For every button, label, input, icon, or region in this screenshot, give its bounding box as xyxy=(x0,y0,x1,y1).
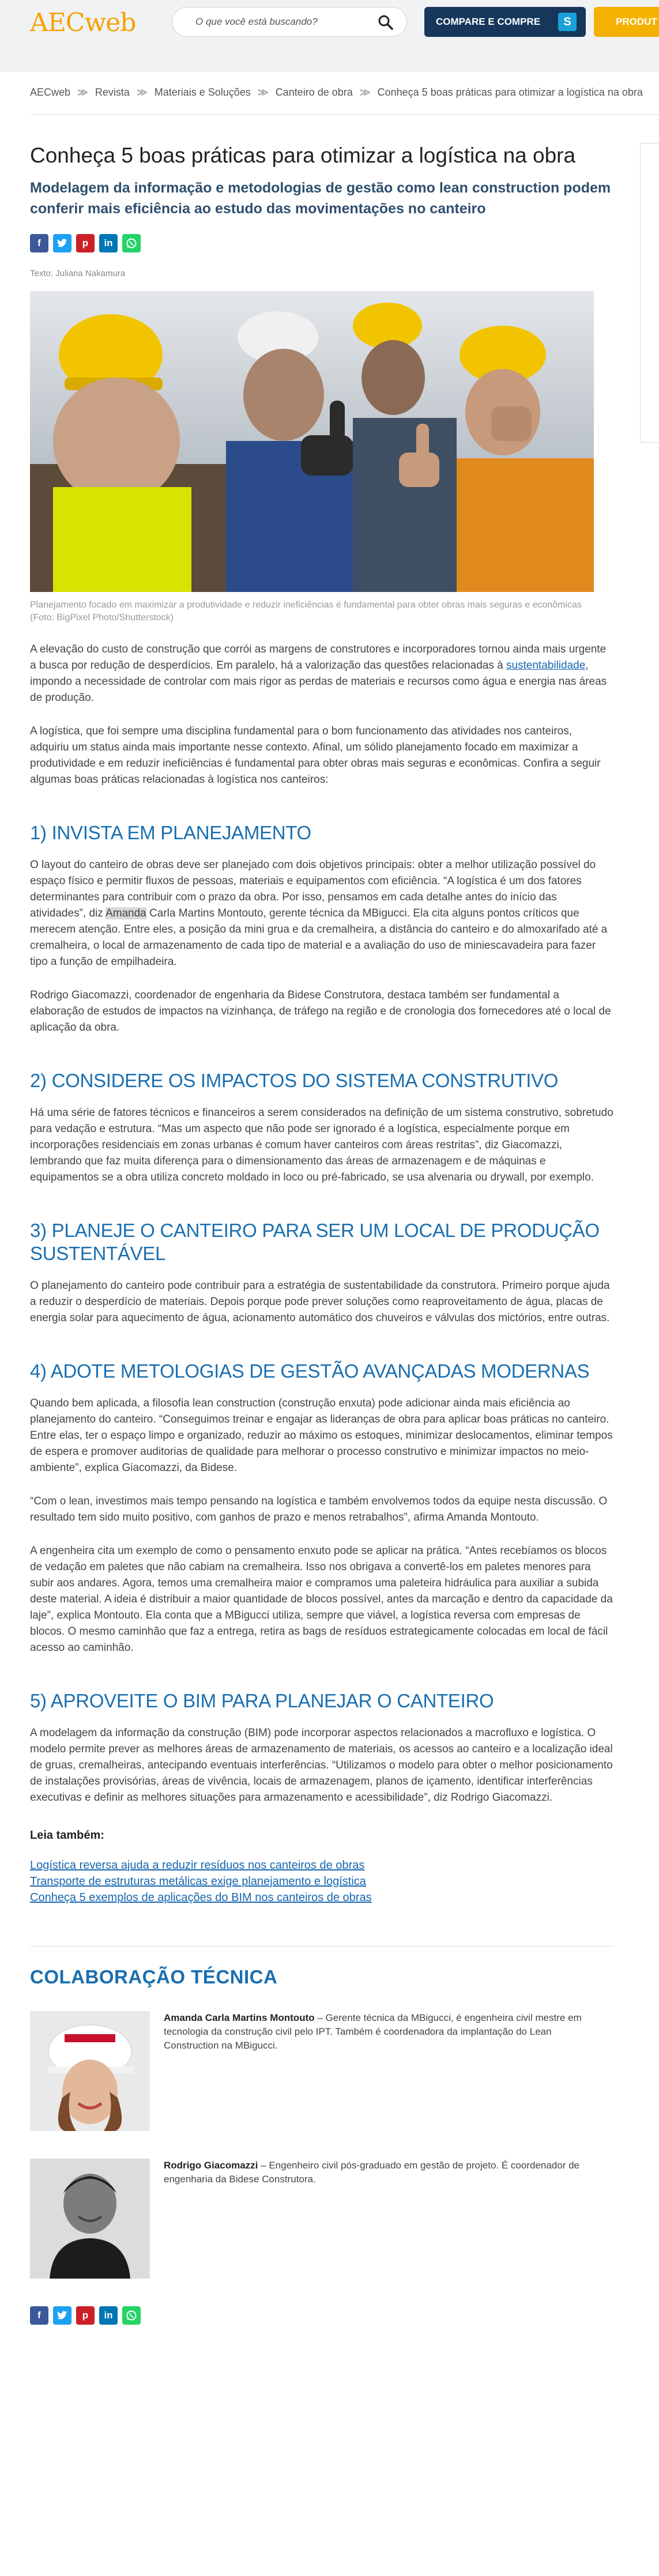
section-2-paragraph-1: Há uma série de fatores técnicos e financeiros a serem considerados na definição de um sistema construtivo, sobretudo para vedação e estrutura. “Mas um aspecto que não pode ser ignorado é a logística, especialmente porque em incorporações residenciais em zonas urbanas é comum haver canteiros com áreas restritas”, diz Giacomazzi, lembrando que faz muita diferença para o dimensionamento das áreas de armazenagem e de máquinas e equipamentos se a obra utiliza concreto moldado in loco ou pré-fabricado, se usa alvenaria ou drywall, por exemplo. xyxy=(30,1107,613,1183)
breadcrumb-item-aecweb[interactable]: AECweb xyxy=(30,86,71,98)
breadcrumb-item-revista[interactable]: Revista xyxy=(95,86,130,98)
breadcrumb-separator-icon: ≫ xyxy=(359,86,371,98)
collaborator-name: Rodrigo Giacomazzi xyxy=(164,2160,258,2171)
logo-web-text: web xyxy=(84,8,136,37)
collaborator-bio xyxy=(164,2159,608,2186)
facebook-icon[interactable]: f xyxy=(30,2306,48,2325)
site-header xyxy=(0,0,659,71)
section-4-paragraph-2: “Com o lean, investimos mais tempo pensando na logística e também envolvemos todos da equipe nesta discussão. O resultado tem sido muito positivo, com ganhos de prazo e menos retrabalhos”, afirma Amanda Montouto. xyxy=(30,1495,608,1523)
collaborator-bio xyxy=(164,2011,608,2053)
section-5-paragraph-1: A modelagem da informação da construção (BIM) pode incorporar aspectos relacionados a macrofluxo e logística. O modelo permite prever as melhores áreas de armazenamento de materiais, os acessos ao canteiro e a localização ideal de gruas, cremalheiras, antecipando eventuais interferências. “Utilizamos o modelo para obter o melhor posicionamento de instalações provisórias, áreas de vivência, locais de armazenagem, planos de içamento, identificar interferências executivas e definir as melhores situações para armazenamento e acessibilidade”, diz Rodrigo Giacomazzi. xyxy=(30,1727,613,1804)
search-box xyxy=(172,7,407,37)
whatsapp-icon[interactable] xyxy=(122,234,141,252)
products-button[interactable] xyxy=(594,7,659,37)
share-bar xyxy=(30,234,613,252)
breadcrumb-divider xyxy=(30,114,659,115)
pinterest-icon[interactable]: p xyxy=(76,2306,95,2325)
compare-label: COMPARE E COMPRE xyxy=(436,16,541,27)
linkedin-icon[interactable]: in xyxy=(99,2306,118,2325)
twitter-icon[interactable] xyxy=(53,234,71,252)
section-3-title: 3) PLANEJE O CANTEIRO PARA SER UM LOCAL DE PRODUÇÃO SUSTENTÁVEL xyxy=(30,1220,600,1264)
breadcrumb-separator-icon: ≫ xyxy=(77,86,88,98)
sidebar-panel xyxy=(640,143,659,443)
article-title: Conheça 5 boas práticas para otimizar a logística na obra xyxy=(30,144,576,167)
share-bar-bottom xyxy=(30,2306,613,2325)
related-link[interactable]: Logística reversa ajuda a reduzir resíduos nos canteiros de obras xyxy=(30,1859,365,1872)
section-1-paragraph-2: Rodrigo Giacomazzi, coordenador de engenharia da Bidese Construtora, destaca também ser fundamental a elaboração de estudos de impactos na vizinhança, de tráfego na região e de cronologia dos fornecedores até o local de aplicação da obra. xyxy=(30,989,611,1034)
section-4-title: 4) ADOTE METOLOGIAS DE GESTÃO AVANÇADAS MODERNAS xyxy=(30,1360,590,1382)
section-2-title: 2) CONSIDERE OS IMPACTOS DO SISTEMA CONSTRUTIVO xyxy=(30,1070,559,1091)
s1-p1-text-a: O layout do canteiro de obras deve ser planejado com dois objetivos principais: obter a melhor utilização possível do espaço físico e permitir fluxos de pessoas, materiais e equipamentos com eficiência. “A logística é um dos fatores determinantes para contribuir com o prazo da obra. Por isso, pensamos em cada detalhe antes do início das atividades”, diz xyxy=(30,859,596,919)
collaboration-title: COLABORAÇÃO TÉCNICA xyxy=(30,1946,613,1988)
workers-photo-illustration xyxy=(30,291,594,592)
breadcrumb xyxy=(30,86,659,104)
facebook-icon[interactable]: f xyxy=(30,234,48,252)
related-link[interactable]: Conheça 5 exemplos de aplicações do BIM nos canteiros de obras xyxy=(30,1891,372,1904)
intro-paragraph-1 xyxy=(30,642,613,706)
whatsapp-icon[interactable] xyxy=(122,2306,141,2325)
related-links xyxy=(30,1857,613,1906)
related-link[interactable]: Transporte de estruturas metálicas exige planejamento e logística xyxy=(30,1875,366,1888)
collaborator-description: – Engenheiro civil pós-graduado em gestão de projeto. É coordenador de engenharia da Bidese Construtora. xyxy=(164,2160,580,2185)
pinterest-icon[interactable]: p xyxy=(76,234,95,252)
compare-and-buy-button[interactable] xyxy=(424,7,586,37)
avatar-amanda xyxy=(30,2011,150,2131)
search-input[interactable] xyxy=(195,15,368,29)
compare-badge: S xyxy=(558,13,577,31)
collaborator-name: Amanda Carla Martins Montouto xyxy=(164,2012,315,2023)
section-4-paragraph-3: A engenheira cita um exemplo de como o pensamento enxuto pode se aplicar na prática. “Antes recebíamos os blocos de vedação em paletes que não cabiam na cremalheira. Isso nos obrigava a convertê-los em paletes menores para subir aos andares. Agora, temos uma cremalheira maior e compramos uma paleteira hidráulica para auxiliar a subida deste material. A ideia é distribuir a maior quantidade de blocos possível, antes da marcação e dentro da capacidade da laje”, explica Montouto. Ela conta que a MBigucci utiliza, sempre que viável, a logística reversa com empresas de blocos. O mesmo caminhão que faz a entrega, retira as bags de resíduos estrategicamente colocadas em local de fácil acesso ao caminhão. xyxy=(30,1545,613,1654)
breadcrumb-separator-icon: ≫ xyxy=(136,86,148,98)
breadcrumb-item-current: Conheça 5 boas práticas para otimizar a logística na obra xyxy=(377,86,643,98)
products-label: PRODUT xyxy=(616,16,657,27)
twitter-icon[interactable] xyxy=(53,2306,71,2325)
s1-p1-text-b: Carla Martins Montouto, gerente técnica da MBigucci. Ela cita alguns pontos críticos que merecem atenção. Entre eles, a posição da mini grua e da cremalheira, a distância do canteiro e do almoxarifado até a cremalheira, o local de armazenamento de cada tipo de material e a avaliação do uso de miniescavadeira para fazer tipo a função de empilhadeira. xyxy=(30,907,608,968)
collaborator-rodrigo xyxy=(30,2159,613,2283)
section-1-paragraph-1 xyxy=(30,857,613,970)
section-3-paragraph-1: O planejamento do canteiro pode contribuir para a estratégia de sustentabilidade da construtora. Primeiro porque ajuda a reduzir o desperdício de materiais. Depois porque pode prever soluções como reaproveitamento de água, placas de energia solar para aquecimento de água, acionamento automático dos chuveiros e válvulas dos mictórios, entre outras. xyxy=(30,1280,610,1324)
highlighted-word: Amanda xyxy=(105,907,146,919)
intro-1-text-a: A elevação do custo de construção que corrói as margens de construtores e incorporadores tornou ainda mais urgente a busca por redução de desperdícios. Em paralelo, há a valorização das questões relacionadas à xyxy=(30,643,607,672)
linkedin-icon[interactable]: in xyxy=(99,234,118,252)
section-1-title: 1) INVISTA EM PLANEJAMENTO xyxy=(30,822,311,843)
hero-caption: Planejamento focado em maximizar a produtividade e reduzir ineficiências é fundamental para obter obras mais seguras e econômicas (Foto: BigPixel Photo/Shutterstock) xyxy=(30,600,582,623)
breadcrumb-item-canteiro[interactable]: Canteiro de obra xyxy=(275,86,353,98)
aecweb-logo[interactable] xyxy=(30,8,135,37)
section-5-title: 5) APROVEITE O BIM PARA PLANEJAR O CANTEIRO xyxy=(30,1690,494,1711)
search-icon[interactable] xyxy=(378,14,394,31)
intro-paragraph-2: A logística, que foi sempre uma disciplina fundamental para o bom funcionamento das atividades nos canteiros, adquiriu um status ainda mais importante nesse contexto. Afinal, um sólido planejamento focado em maximizar a produtividade e em reduzir ineficiências é fundamental para obter obras mais seguras e econômicas. Confira a seguir algumas boas práticas relacionadas à logística nos canteiros: xyxy=(30,725,601,786)
read-also-heading: Leia também: xyxy=(30,1829,104,1842)
intro-1-text-b: , impondo a necessidade de controlar com mais rigor as perdas de materiais e recursos como água e energia nas áreas de produção. xyxy=(30,659,607,704)
section-4-paragraph-1: Quando bem aplicada, a filosofia lean construction (construção enxuta) pode adicionar ainda mais eficiência ao planejamento do canteiro. “Conseguimos treinar e engajar as lideranças de obra para aplicar boas práticas no canteiro. Entre elas, ter o espaço limpo e organizado, reduzir ao máximo os estoques, minimizar deslocamentos, eliminar tempos de espera e promover auditorias de qualidade para melhorar o processo construtivo e minimizar impactos no meio-ambiente”, explica Giacomazzi, da Bidese. xyxy=(30,1397,613,1474)
article-subtitle: Modelagem da informação e metodologias de gestão como lean construction podem conferir mais eficiência ao estudo das movimentações no canteiro xyxy=(30,180,611,217)
avatar-rodrigo xyxy=(30,2159,150,2279)
logo-aec-text: AEC xyxy=(30,8,85,37)
article xyxy=(30,134,613,2325)
collaborator-amanda xyxy=(30,2011,613,2136)
hero-image-workers-thumbs-up xyxy=(30,291,594,592)
article-author: Texto: Juliana Nakamura xyxy=(30,269,126,278)
breadcrumb-item-materiais[interactable]: Materiais e Soluções xyxy=(154,86,251,98)
breadcrumb-separator-icon: ≫ xyxy=(257,86,269,98)
collaborator-description: – Gerente técnica da MBigucci, é engenheira civil mestre em tecnologia da construção civil pelo IPT. Também é coordenadora da implantação do Lean Construction na MBigucci. xyxy=(164,2012,582,2051)
sustentabilidade-link[interactable]: sustentabilidade xyxy=(506,659,586,672)
